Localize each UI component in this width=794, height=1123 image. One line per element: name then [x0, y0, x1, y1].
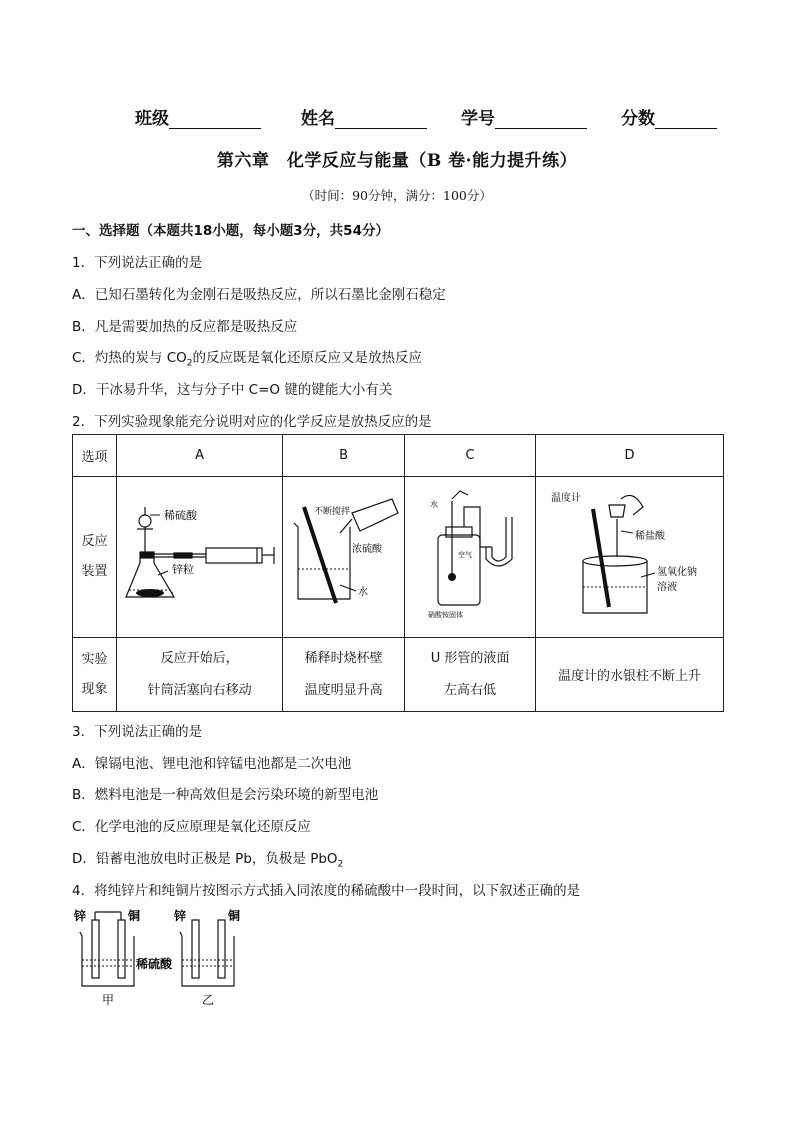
- id-label: 学号: [461, 109, 495, 129]
- q3-option-b[interactable]: B．燃料电池是一种高效但是会污染环境的新型电池: [72, 787, 379, 803]
- label-dilute-sulfuric-acid: 稀硫酸: [163, 509, 197, 522]
- label-copper-jia: 铜: [128, 909, 141, 923]
- q2-head-option: 选项: [73, 435, 117, 477]
- figure-a-flask-syringe: [118, 477, 282, 633]
- label-dilute-hcl: 稀盐酸: [634, 531, 665, 542]
- q3-d-pre: D．铅蓄电池放电时正极是 Pb，负极是 PbO: [72, 851, 338, 867]
- q2-figure-c-cell: [405, 477, 536, 638]
- label-copper-yi: 铜: [228, 909, 241, 923]
- figure-c-u-tube: [406, 477, 534, 633]
- q1-option-b[interactable]: B．凡是需要加热的反应都是吸热反应: [72, 319, 298, 335]
- q2-head-d: D: [536, 435, 724, 477]
- score-label: 分数: [621, 109, 655, 129]
- beaker-yi: [180, 932, 234, 986]
- syringe-barrel: [206, 548, 262, 563]
- obs-b-line1: 稀释时烧杯壁: [304, 650, 383, 666]
- q3-option-d[interactable]: [72, 847, 343, 870]
- obs-c-line1: U 形管的液面: [430, 650, 510, 666]
- q3-stem: 3．下列说法正确的是: [72, 724, 203, 740]
- q2-obs-d: 温度计的水银柱不断上升: [536, 638, 724, 712]
- q1-c-post: 的反应既是氧化还原反应又是放热反应: [192, 350, 423, 366]
- q2-stem: 2．下列实验现象能充分说明对应的化学反应是放热反应的是: [72, 414, 432, 430]
- chapter-title: 第六章 化学反应与能量（B 卷·能力提升练）: [216, 151, 578, 171]
- device-label-2: 装置: [81, 564, 108, 579]
- q2-obs-a: [117, 638, 283, 712]
- device-label-1: 反应: [81, 534, 108, 549]
- label-ammonium-nitrate: 硝酸铵固体: [428, 611, 464, 619]
- q4-beakers-figure: [72, 906, 252, 1012]
- q1-option-a[interactable]: A．已知石墨转化为金刚石是吸热反应，所以石墨比金刚石稳定: [72, 287, 446, 303]
- acid-bottle: [352, 499, 398, 531]
- label-dilute-h2so4: 稀硫酸: [136, 957, 173, 971]
- zinc-strip-jia: [92, 920, 99, 978]
- zinc-granules: [136, 589, 164, 597]
- q2-figure-a-cell: [117, 477, 283, 638]
- obs-a-line2: 针筒活塞向右移动: [147, 682, 252, 698]
- gas-bottle: [438, 535, 480, 605]
- q2-head-b: B: [283, 435, 405, 477]
- label-thermometer: 温度计: [550, 493, 581, 504]
- obs-label-2: 现象: [81, 681, 108, 697]
- label-naoh-1: 氢氧化钠: [656, 567, 697, 578]
- section-heading: 一、选择题（本题共18小题，每小题3分，共54分）: [72, 223, 389, 239]
- label-air: 空气: [458, 551, 473, 559]
- label-naoh-2: 溶液: [656, 582, 677, 593]
- name-field: [301, 104, 427, 129]
- q2-head-c: C: [405, 435, 536, 477]
- glass-rod: [304, 507, 336, 603]
- id-field: [461, 104, 587, 129]
- beaker-jia: [80, 932, 134, 986]
- q2-obs-b: [283, 638, 405, 712]
- obs-c-line2: 左高右低: [444, 682, 497, 698]
- zinc-strip-yi: [192, 920, 199, 978]
- obs-b-line2: 温度明显升高: [304, 682, 383, 698]
- obs-a-line1: 反应开始后，: [160, 650, 239, 666]
- q2-obs-c: [405, 638, 536, 712]
- label-conc-sulfuric-acid: 浓硫酸: [351, 544, 382, 555]
- q2-observation-label: [73, 638, 117, 712]
- label-zinc-granules: 锌粒: [171, 563, 194, 576]
- copper-strip-yi: [218, 920, 225, 978]
- q3-option-c[interactable]: C．化学电池的反应原理是氧化还原反应: [72, 819, 311, 835]
- q2-figure-b-cell: [283, 477, 405, 638]
- q2-table: [72, 434, 724, 712]
- q1-c-pre: C．灼热的炭与 CO: [72, 350, 187, 366]
- label-zinc-yi: 锌: [174, 909, 187, 923]
- student-info-line: [135, 104, 735, 130]
- exam-subtitle: （时间：90分钟，满分：100分）: [302, 188, 492, 203]
- name-label: 姓名: [301, 109, 335, 129]
- q1-stem: 1．下列说法正确的是: [72, 255, 203, 271]
- q2-header-row: [73, 435, 724, 477]
- label-jia: 甲: [102, 993, 115, 1007]
- q2-figure-d-cell: [536, 477, 724, 638]
- class-label: 班级: [135, 109, 169, 129]
- class-blank[interactable]: [169, 110, 261, 129]
- label-yi: 乙: [202, 993, 215, 1007]
- thermometer: [593, 509, 609, 607]
- label-water: 水: [357, 587, 368, 598]
- id-blank[interactable]: [495, 110, 587, 129]
- q2-observation-row: [73, 638, 724, 712]
- funnel-bulb: [139, 515, 151, 527]
- figure-d-thermometer: [537, 477, 723, 633]
- class-field: [135, 104, 261, 129]
- u-tube: [492, 517, 506, 561]
- q1-option-c[interactable]: [72, 346, 422, 369]
- q1-c-sub: 2: [186, 358, 193, 369]
- q2-device-label: [73, 477, 117, 638]
- label-zinc-jia: 锌: [74, 909, 87, 923]
- q3-d-sub: 2: [337, 859, 344, 870]
- q1-option-d[interactable]: D．干冰易升华，这与分子中 C=O 键的键能大小有关: [72, 382, 393, 398]
- copper-strip-jia: [118, 920, 125, 978]
- label-water-c: 水: [430, 500, 439, 509]
- name-blank[interactable]: [335, 110, 427, 129]
- figure-b-dilution-beaker: [284, 477, 404, 633]
- q3-option-a[interactable]: A．镍镉电池、锂电池和锌锰电池都是二次电池: [72, 756, 352, 772]
- score-field: [621, 104, 717, 129]
- q4-stem: 4．将纯锌片和纯铜片按图示方式插入同浓度的稀硫酸中一段时间，以下叙述正确的是: [72, 883, 581, 899]
- q2-device-row: [73, 477, 724, 638]
- label-keep-stirring: 不断搅拌: [313, 507, 350, 517]
- score-blank[interactable]: [655, 110, 717, 129]
- obs-label-1: 实验: [81, 651, 108, 667]
- q2-head-a: A: [117, 435, 283, 477]
